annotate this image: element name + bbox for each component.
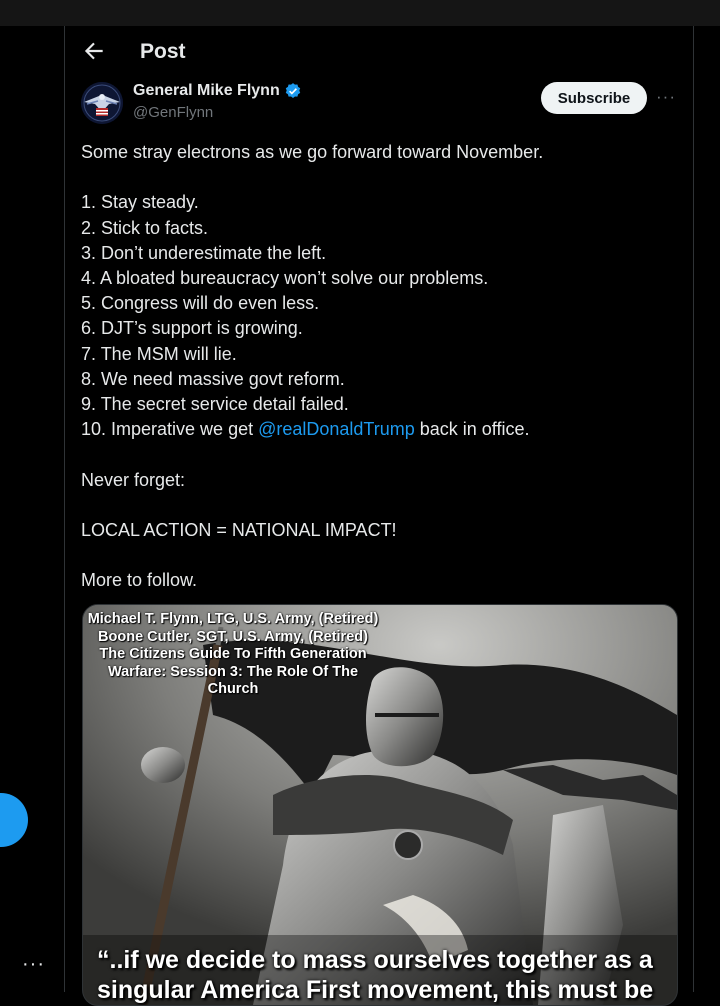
- page-title: Post: [140, 40, 186, 63]
- caption-line: Warfare: Session 3: The Role Of The: [107, 663, 359, 680]
- quote-line: “..if we decide to mass ourselves together as a: [97, 946, 653, 974]
- caption-line: Church: [207, 681, 259, 697]
- list-item: 9. The secret service detail failed.: [81, 394, 349, 415]
- mention-link[interactable]: @realDonaldTrump: [258, 419, 415, 440]
- post-header: [65, 26, 693, 78]
- more-to-follow-text: More to follow.: [81, 570, 198, 591]
- left-nav-rail: [0, 26, 64, 992]
- never-forget-text: Never forget:: [81, 469, 186, 490]
- post-compose-button[interactable]: [0, 793, 28, 847]
- list-item: 7. The MSM will lie.: [81, 343, 237, 364]
- avatar[interactable]: [81, 82, 123, 124]
- more-dots-icon[interactable]: ···: [656, 87, 676, 106]
- list-item: [81, 417, 681, 442]
- item10-prefix: 10. Imperative we get: [81, 419, 259, 440]
- slogan-text: LOCAL ACTION = NATIONAL IMPACT!: [81, 520, 397, 540]
- tweet-intro: Some stray electrons as we go forward toward November.: [81, 142, 544, 162]
- item10-suffix: back in office.: [414, 419, 530, 440]
- image-caption: [83, 611, 383, 699]
- tweet-text: [81, 140, 681, 594]
- author-name[interactable]: General Mike Flynn: [133, 82, 280, 99]
- post-image[interactable]: [82, 604, 678, 1006]
- browser-top-bar: [0, 0, 720, 26]
- arrow-left-icon[interactable]: [81, 38, 107, 64]
- list-item: 5. Congress will do even less.: [81, 293, 320, 314]
- list-item: 2. Stick to facts.: [81, 217, 209, 238]
- list-item: 6. DJT’s support is growing.: [81, 318, 303, 339]
- list-item: 4. A bloated bureaucracy won’t solve our problems.: [81, 268, 489, 288]
- caption-line: Boone Cutler, SGT, U.S. Army, (Retired): [98, 628, 368, 645]
- subscribe-button[interactable]: Subscribe: [541, 82, 647, 114]
- list-item: 8. We need massive govt reform.: [81, 368, 345, 389]
- image-quote: [97, 945, 678, 1005]
- post-column: [64, 26, 694, 1004]
- more-dots-icon[interactable]: ···: [22, 953, 45, 975]
- quote-line: singular America First movement, this must be: [97, 976, 654, 1004]
- verified-badge-icon: [284, 82, 302, 100]
- list-item: 1. Stay steady.: [81, 192, 199, 213]
- caption-line: The Citizens Guide To Fifth Generation: [99, 646, 367, 662]
- author-handle[interactable]: @GenFlynn: [133, 104, 214, 121]
- caption-line: Michael T. Flynn, LTG, U.S. Army, (Retired): [87, 611, 379, 627]
- list-item: 3. Don’t underestimate the left.: [81, 242, 327, 263]
